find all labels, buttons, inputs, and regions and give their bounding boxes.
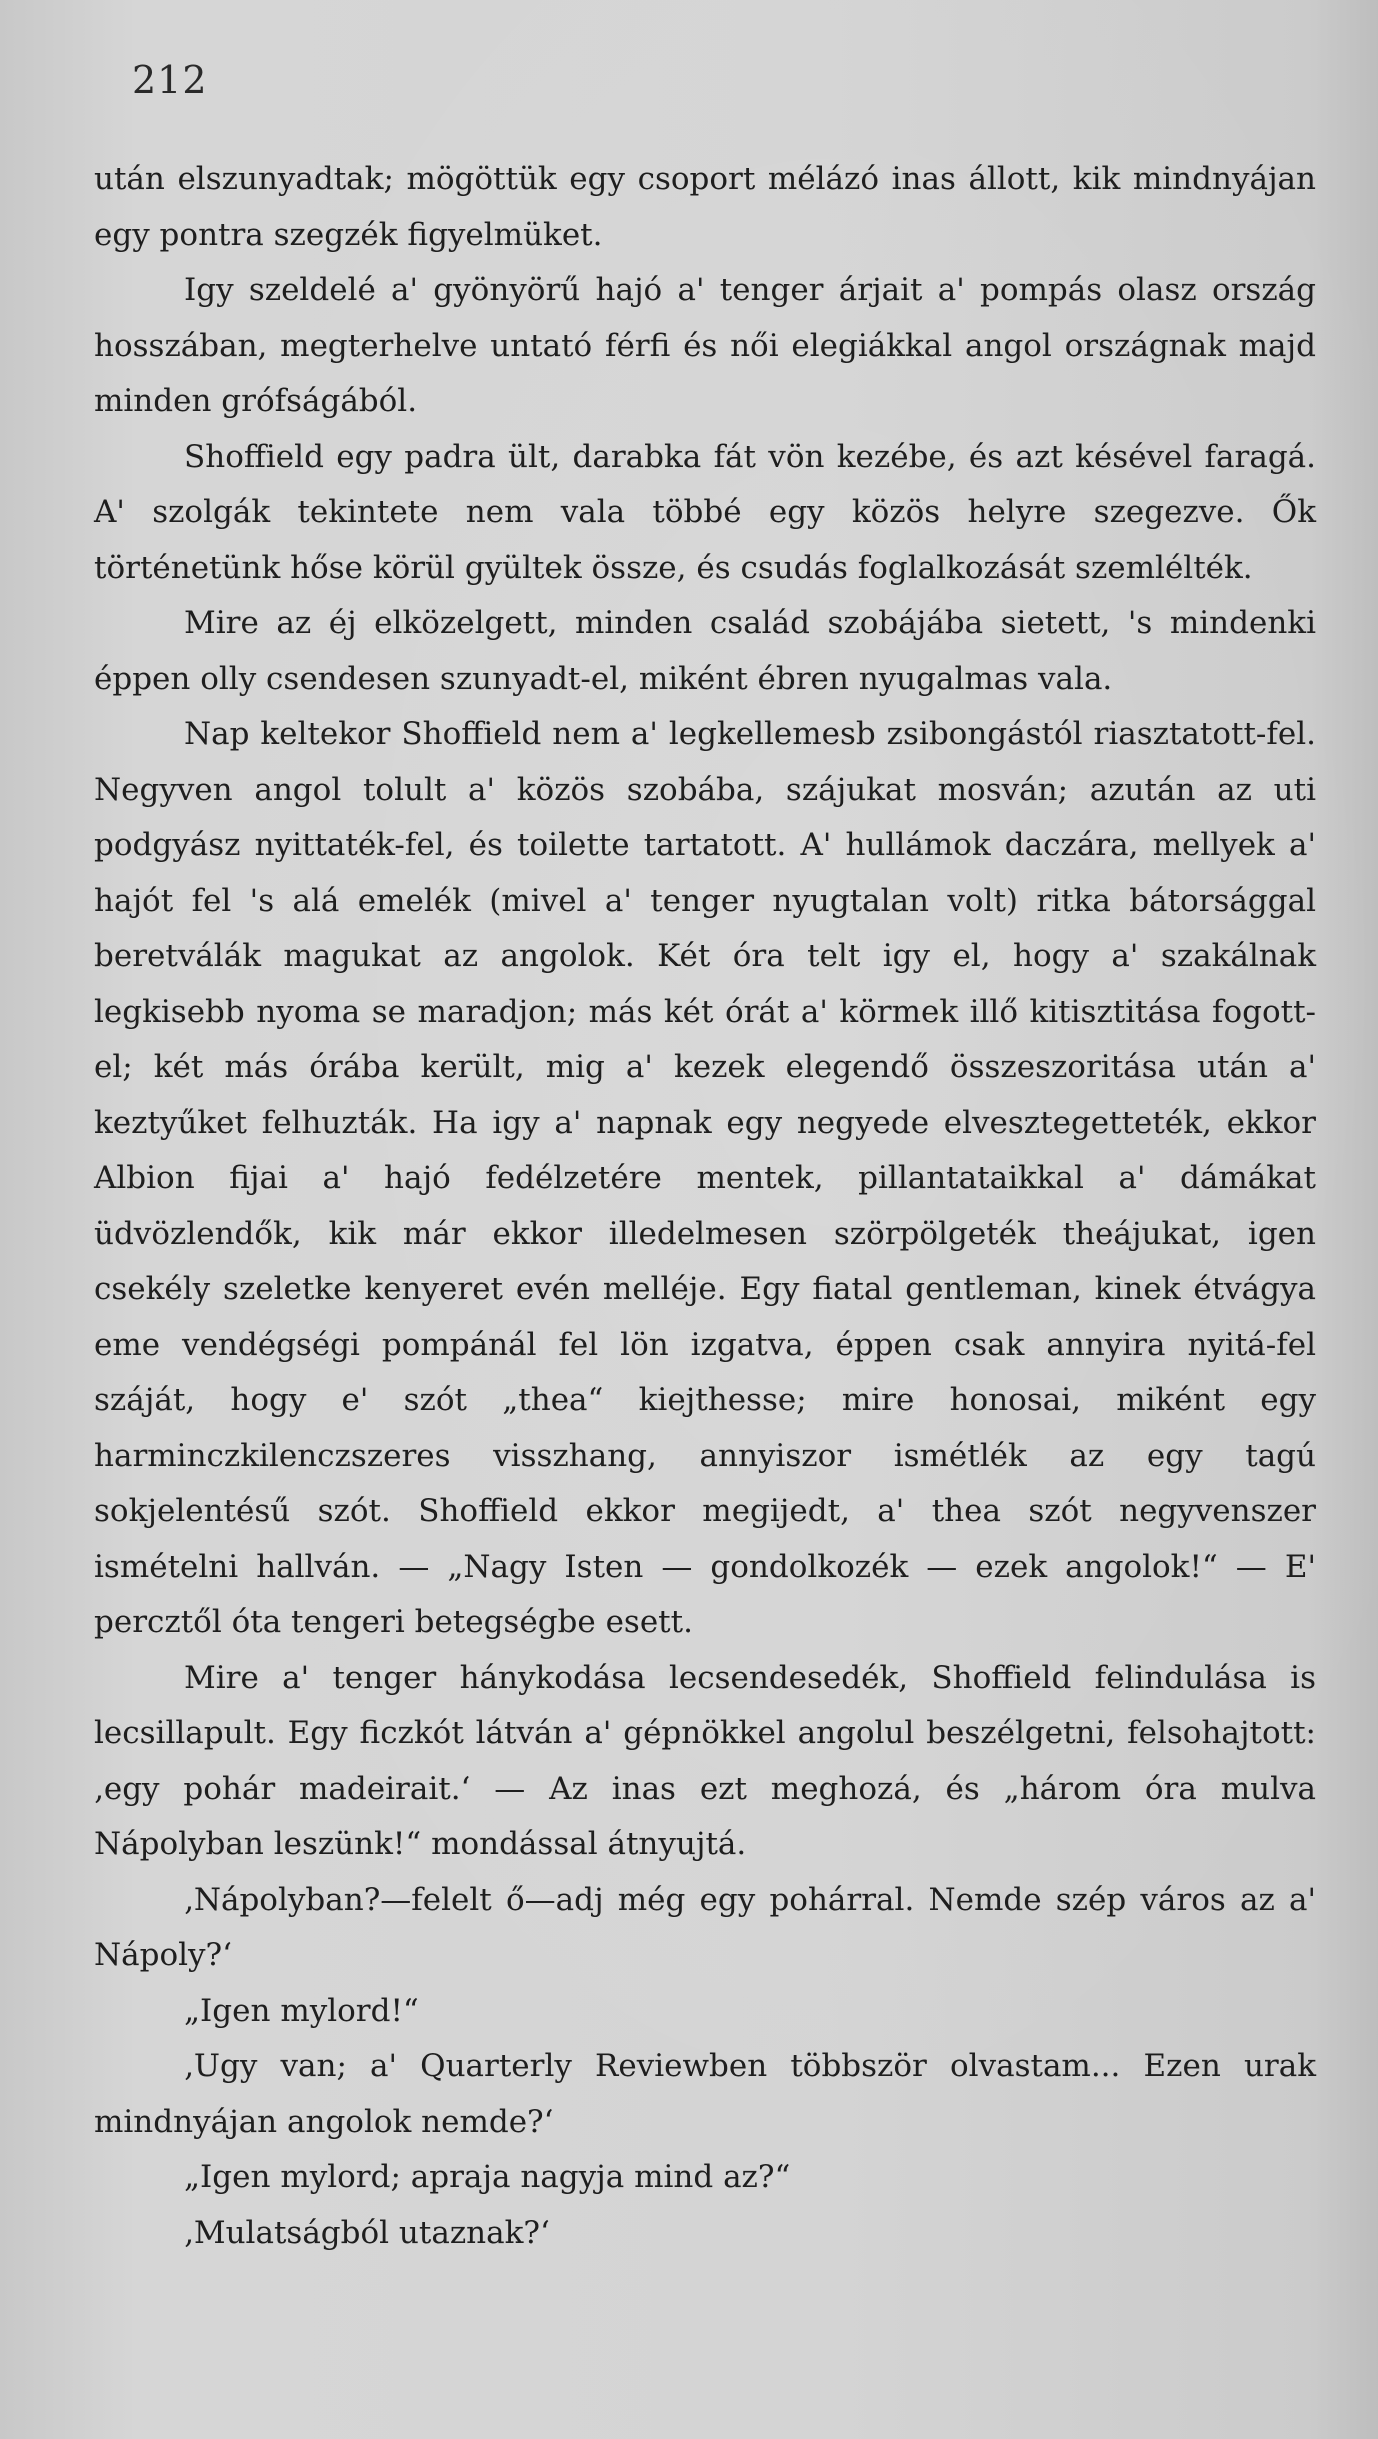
paragraph-3: Shoffield egy padra ült, darabka fát vön kezébe, és azt késével faragá. A' szolgák tekintete nem vala többé egy közös helyre szegezve. Ők történetünk hőse körül gyültek össze, és csudás foglalkozását szemlélték. [94,438,1316,586]
paragraph-9: ‚Ugy van; a' Quarterly Reviewben többször olvastam... Ezen urak mindnyájan angolok nemde?‘ [94,2048,1316,2140]
paragraph-5: Nap keltekor Shoffield nem a' legkellemesb zsibongástól riasztatott-fel. Negyven angol tolult a' közös szobába, szájukat mosván; azután az uti podgyász nyittaték-fel, és toilette tartatott. A' hullámok daczára, mellyek a' hajót fel 's alá emelék (mivel a' tenger nyugtalan volt) ritka bátorsággal beretválák magukat az angolok. Két óra telt igy el, hogy a' szakálnak legkisebb nyoma se maradjon; más két órát a' körmek illő kitisztitása fogott-el; két más órába került, mig a' kezek elegendő összeszoritása után a' keztyűket felhuzták. Ha igy a' napnak egy negyede elvesztegetteték, ekkor Albion fijai a' hajó fedélzetére mentek, pillantataikkal a' dámákat üdvözlendők, kik már ekkor illedelmesen szörpölgeték theájukat, igen csekély szeletke kenyeret evén melléje. Egy fiatal gentleman, kinek étvágya eme vendégségi pompánál fel lön izgatva, éppen csak annyira nyitá-fel száját, hogy e' szót „thea“ kiejthesse; mire honosai, miként egy harminczkilenczszeres visszhang, annyiszor ismétlék az egy tagú sokjelentésű szót. Shoffield ekkor megijedt, a' thea szót negyvenszer ismételni hallván. — „Nagy Isten — gondolkozék — ezek angolok!“ — E' percztől óta tengeri betegségbe esett. [94,716,1316,1640]
paragraph-4: Mire az éj elközelgett, minden család szobájába sietett, 's mindenki éppen olly csendesen szunyadt-el, miként ébren nyugalmas vala. [94,605,1316,697]
paragraph-6: Mire a' tenger hánykodása lecsendesedék, Shoffield felindulása is lecsillapult. Egy ficzkót látván a' gépnökkel angolul beszélgetni, felsohajtott: ‚egy pohár madeirait.‘ — Az inas ezt meghozá, és „három óra mulva Nápolyban leszünk!“ mondással átnyujtá. [94,1659,1316,1862]
paragraph-7: ‚Nápolyban?—felelt ő—adj még egy pohárral. Nemde szép város az a' Nápoly?‘ [94,1881,1316,1973]
body-text [94,152,1316,2261]
paragraph-2: Igy szeldelé a' gyönyörű hajó a' tenger árjait a' pompás olasz ország hosszában, megterhelve untató férfi és női elegiákkal angol országnak majd minden grófságából. [94,272,1316,419]
paragraph-10: „Igen mylord; apraja nagyja mind az?“ [184,2159,791,2195]
paragraph-1: után elszunyadtak; mögöttük egy csoport mélázó inas állott, kik mindnyájan egy pontra szegzék figyelmüket. [94,161,1316,253]
paragraph-11: ‚Mulatságból utaznak?‘ [184,2214,550,2251]
page-number: 212 [132,58,208,102]
paragraph-8: „Igen mylord!“ [184,1992,419,2029]
